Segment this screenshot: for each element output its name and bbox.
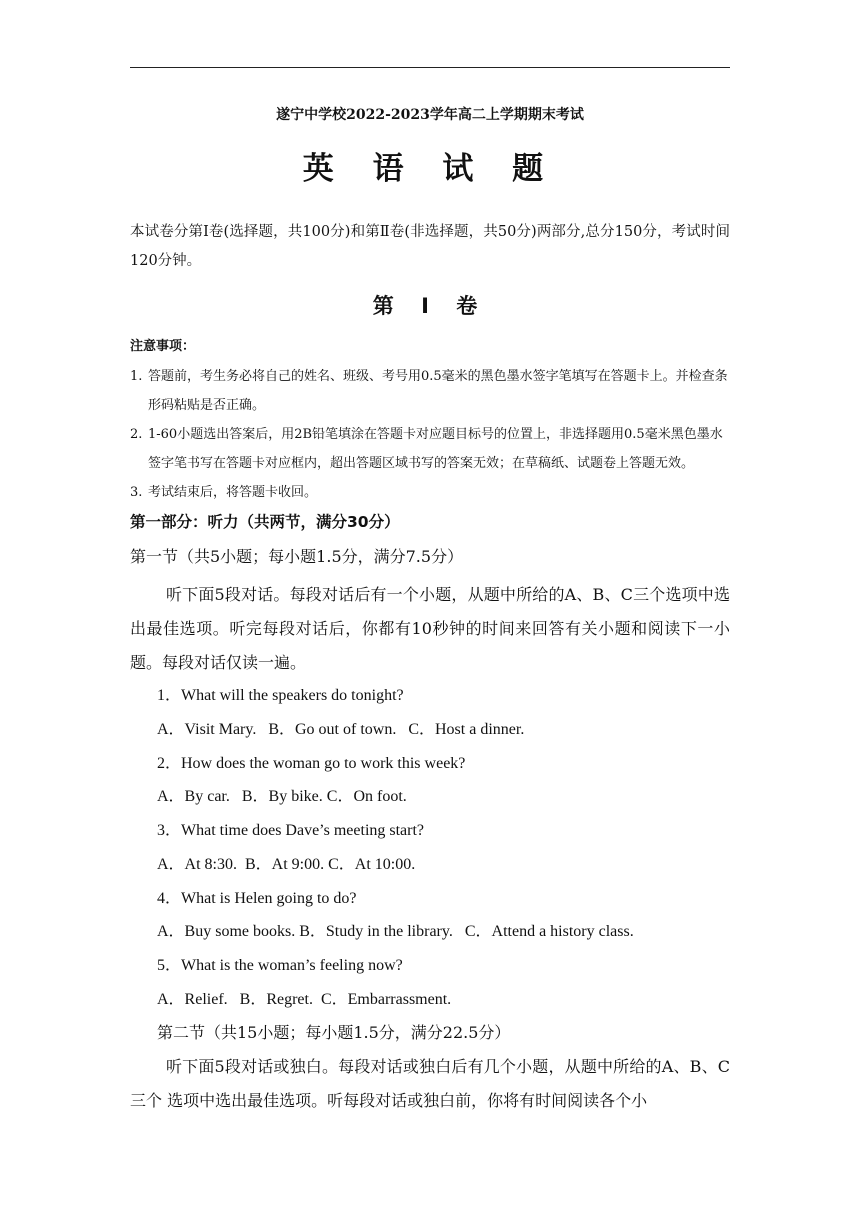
question-options: A．At 8:30. B．At 9:00. C．At 10:00. bbox=[157, 855, 416, 873]
section1-instructions: 听下面5段对话。每段对话后有一个小题，从题中所给的A、B、C三个选项中选出最佳选项。听完每段对话后，你都有10秒钟的时间来回答有关小题和阅读下一小题。每段对话仅读一遍。 bbox=[130, 585, 730, 672]
notes-list bbox=[130, 362, 730, 507]
question-options: A．Buy some books. B．Study in the library. C．Attend a history class. bbox=[157, 923, 634, 941]
exam-intro: 本试卷分第Ⅰ卷(选择题，共100分)和第Ⅱ卷(非选择题，共50分)两部分,总分150分，考试时间120分钟。 bbox=[130, 224, 730, 269]
question-options: A．Visit Mary. B．Go out of town. C．Host a dinner. bbox=[157, 720, 525, 738]
note-number: 1. bbox=[130, 369, 143, 384]
question-options: A．By car. B．By bike. C．On foot. bbox=[157, 788, 407, 806]
section2-instructions: 听下面5段对话或独白。每段对话或独白后有几个小题，从题中所给的A、B、C三个 选项中选出最佳选项。听每段对话或独白前，你将有时间阅读各个小 bbox=[130, 1057, 730, 1110]
note-item bbox=[130, 362, 730, 420]
section1-heading: 第一节（共5小题；每小题1.5分，满分7.5分） bbox=[130, 547, 464, 566]
question-options: A．Relief. B．Regret. C．Embarrassment. bbox=[157, 990, 452, 1008]
question-text: 1．What will the speakers do tonight? bbox=[157, 687, 404, 704]
note-number: 2. bbox=[130, 427, 143, 442]
note-text: 1-60小题选出答案后，用2B铅笔填涂在答题卡对应题目标号的位置上，非选择题用0.5毫米黑色墨水签字笔书写在答题卡对应框内，超出答题区域书写的答案无效；在草稿纸、试题卷上答题无效。 bbox=[148, 427, 723, 471]
question-text: 4．What is Helen going to do? bbox=[157, 889, 357, 907]
note-text: 考试结束后，将答题卡收回。 bbox=[148, 485, 318, 500]
question-text: 3．What time does Dave’s meeting start? bbox=[157, 822, 425, 839]
question-list bbox=[157, 679, 634, 1017]
school-exam-line: 遂宁中学校2022-2023学年高二上学期期末考试 bbox=[276, 107, 584, 123]
header-rule bbox=[130, 67, 730, 68]
notes-title: 注意事项： bbox=[130, 339, 196, 354]
note-item bbox=[130, 478, 730, 507]
question-text: 5．What is the woman’s feeling now? bbox=[157, 957, 403, 974]
note-item bbox=[130, 420, 730, 478]
question-text: 2．How does the woman go to work this week? bbox=[157, 754, 466, 772]
part1-heading: 第一部分：听力（共两节，满分30分） bbox=[130, 513, 400, 531]
note-number: 3. bbox=[130, 485, 143, 500]
section2-heading: 第二节（共15小题；每小题1.5分，满分22.5分） bbox=[157, 1023, 511, 1042]
note-text: 答题前，考生务必将自己的姓名、班级、考号用0.5毫米的黑色墨水签字笔填写在答题卡上。并检查条形码粘贴是否正确。 bbox=[148, 369, 728, 413]
exam-title: 英 语 试 题 bbox=[302, 151, 558, 187]
volume-label: 第 Ⅰ 卷 bbox=[372, 294, 488, 318]
